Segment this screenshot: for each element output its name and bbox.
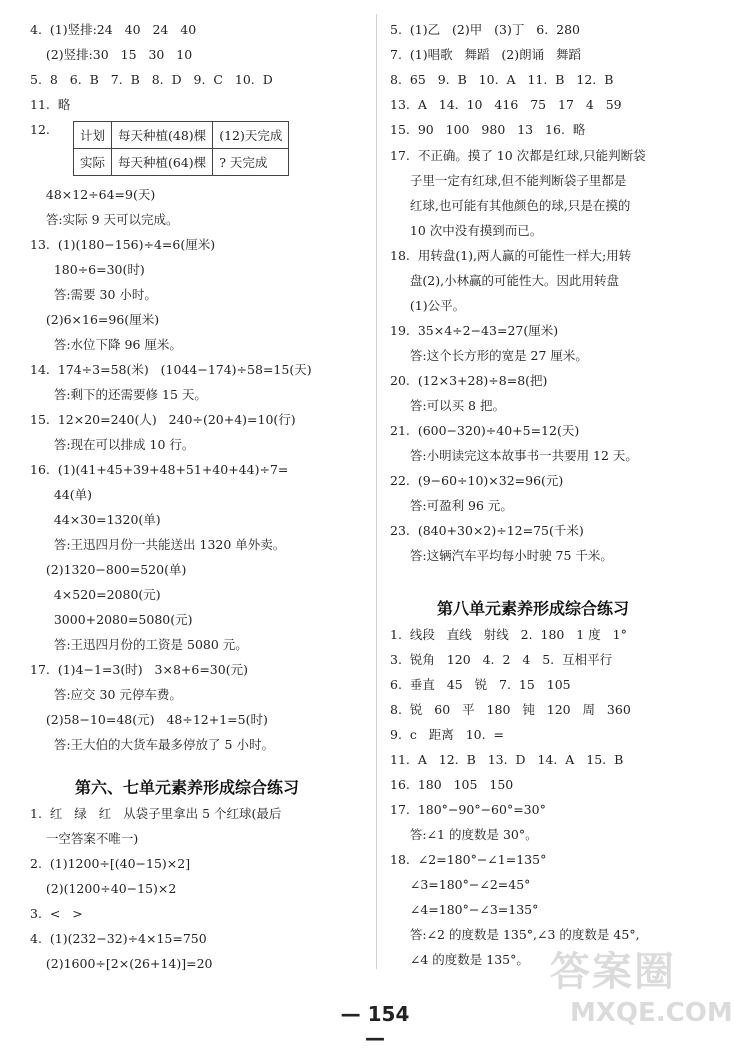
answer-line: 12.	[30, 122, 50, 137]
answer-line: 一空答案不唯一)	[30, 831, 139, 846]
answer-line: 23. (840+30×2)÷12=75(千米)	[390, 523, 584, 538]
answer-line: 答:∠1 的度数是 30°。	[390, 827, 538, 842]
answer-line: 21. (600−320)÷40+5=12(天)	[390, 423, 580, 438]
watermark-url: MXQE.COM	[570, 998, 733, 1028]
answer-line: 5. 8 6. B 7. B 8. D 9. C 10. D	[30, 72, 273, 87]
answer-line: 3. < >	[30, 906, 83, 921]
answer-line: 答:这辆汽车平均每小时驶 75 千米。	[390, 548, 613, 563]
answer-line: 18. ∠2=180°−∠1=135°	[390, 852, 547, 867]
answer-line: 答:可盈利 96 元。	[390, 498, 513, 513]
answer-line: (1)公平。	[390, 298, 466, 313]
answer-line: 14. 174÷3=58(米) (1044−174)÷58=15(天)	[30, 362, 312, 377]
answer-line: ∠4 的度数是 135°。	[390, 952, 529, 967]
answer-line: (2)(1200÷40−15)×2	[30, 881, 177, 896]
table-row	[74, 122, 289, 149]
answer-line: 48×12÷64=9(天)	[30, 187, 156, 202]
answer-line: (2)1600÷[2×(26+14)]=20	[30, 956, 213, 971]
answer-line: 盘(2),小林赢的可能性大。因此用转盘	[390, 273, 620, 288]
answer-line: 4. (1)竖排:24 40 24 40	[30, 22, 197, 37]
answer-line: 8. 锐 60 平 180 钝 120 周 360	[390, 702, 631, 717]
answer-line: 2. (1)1200÷[(40−15)×2]	[30, 856, 191, 871]
table-cell: 每天种植(64)棵	[112, 149, 213, 176]
answer-line: 子里一定有红球,但不能判断袋子里都是	[390, 173, 627, 188]
plan-table	[73, 121, 289, 176]
answer-line: 答:剩下的还需要修 15 天。	[30, 387, 207, 402]
answer-line: 16. 180 105 150	[390, 777, 514, 792]
answer-line: 4×520=2080(元)	[30, 587, 161, 602]
table-cell: 计划	[74, 122, 112, 149]
section-title: 第八单元素养形成综合练习	[437, 599, 630, 618]
answer-line: 红球,也可能有其他颜色的球,只是在摸的	[390, 198, 631, 213]
answer-line: 4. (1)(232−32)÷4×15=750	[30, 931, 207, 946]
answer-line: 18. 用转盘(1),两人赢的可能性一样大;用转	[390, 248, 632, 263]
answer-line: (2)竖排:30 15 30 10	[30, 47, 193, 62]
answer-line: 8. 65 9. B 10. A 11. B 12. B	[390, 72, 614, 87]
answer-line: 13. A 14. 10 416 75 17 4 59	[390, 97, 622, 112]
answer-line: 7. (1)唱歌 舞蹈 (2)朗诵 舞蹈	[390, 47, 582, 62]
answer-line: 22. (9−60÷10)×32=96(元)	[390, 473, 564, 488]
table-cell: ? 天完成	[213, 149, 289, 176]
answer-line: 答:王迅四月份一共能送出 1320 单外卖。	[30, 537, 286, 552]
answer-line: 17. 180°−90°−60°=30°	[390, 802, 546, 817]
answer-line: (2)58−10=48(元) 48÷12+1=5(时)	[30, 712, 268, 727]
section-title: 第六、七单元素养形成综合练习	[75, 778, 300, 797]
answer-line: 20. (12×3+28)÷8=8(把)	[390, 373, 548, 388]
table-cell: 每天种植(48)棵	[112, 122, 213, 149]
table-row	[74, 149, 289, 176]
answer-line: 1. 线段 直线 射线 2. 180 1 度 1°	[390, 627, 627, 642]
answer-line: ∠3=180°−∠2=45°	[390, 877, 531, 892]
answer-line: 11. A 12. B 13. D 14. A 15. B	[390, 752, 624, 767]
answer-line: (2)1320−800=520(单)	[30, 562, 187, 577]
answer-line: 6. 垂直 45 锐 7. 15 105	[390, 677, 571, 692]
answer-line: 11. 略	[30, 97, 71, 112]
answer-line: 10 次中没有摸到而已。	[390, 223, 543, 238]
answer-line: 1. 红 绿 红 从袋子里拿出 5 个红球(最后	[30, 806, 282, 821]
table-cell: (12)天完成	[213, 122, 289, 149]
answer-line: 答:小明读完这本故事书一共要用 12 天。	[390, 448, 638, 463]
answer-line: 17. (1)4−1=3(时) 3×8+6=30(元)	[30, 662, 248, 677]
answer-line: 答:可以买 8 把。	[390, 398, 505, 413]
answer-line: (2)6×16=96(厘米)	[30, 312, 160, 327]
answer-line: 答:现在可以排成 10 行。	[30, 437, 195, 452]
answer-line: 答:王迅四月份的工资是 5080 元。	[30, 637, 248, 652]
answer-line: 13. (1)(180−156)÷4=6(厘米)	[30, 237, 216, 252]
column-divider	[376, 14, 377, 969]
answer-line: 9. c 距离 10. =	[390, 727, 505, 742]
answer-line: ∠4=180°−∠3=135°	[390, 902, 539, 917]
table-cell: 实际	[74, 149, 112, 176]
answer-line: 15. 90 100 980 13 16. 略	[390, 122, 586, 137]
watermark-title: 答案圈	[550, 948, 676, 995]
answer-line: 180÷6=30(时)	[30, 262, 145, 277]
answer-line: 44(单)	[30, 487, 92, 502]
answer-line: 17. 不正确。摸了 10 次都是红球,只能判断袋	[390, 148, 646, 163]
answer-line: 19. 35×4÷2−43=27(厘米)	[390, 323, 559, 338]
answer-line: 3000+2080=5080(元)	[30, 612, 193, 627]
answer-line: 答:应交 30 元停车费。	[30, 687, 182, 702]
answer-line: 15. 12×20=240(人) 240÷(20+4)=10(行)	[30, 412, 296, 427]
answer-line: 5. (1)乙 (2)甲 (3)丁 6. 280	[390, 22, 580, 37]
answer-line: 答:这个长方形的宽是 27 厘米。	[390, 348, 588, 363]
page-number-value: 154	[367, 1002, 410, 1026]
answer-line: 答:需要 30 小时。	[30, 287, 157, 302]
answer-line: 答:∠2 的度数是 135°,∠3 的度数是 45°,	[390, 927, 640, 942]
answer-line: 答:王大伯的大货车最多停放了 5 小时。	[30, 737, 274, 752]
answer-line: 3. 锐角 120 4. 2 4 5. 互相平行	[390, 652, 613, 667]
answer-line: 答:实际 9 天可以完成。	[30, 212, 179, 227]
answer-line: 44×30=1320(单)	[30, 512, 161, 527]
answer-line: 16. (1)(41+45+39+48+51+40+44)÷7=	[30, 462, 289, 477]
watermark-logo	[530, 940, 740, 1035]
answer-line: 答:水位下降 96 厘米。	[30, 337, 182, 352]
page-number: — 154 —	[340, 1002, 410, 1050]
